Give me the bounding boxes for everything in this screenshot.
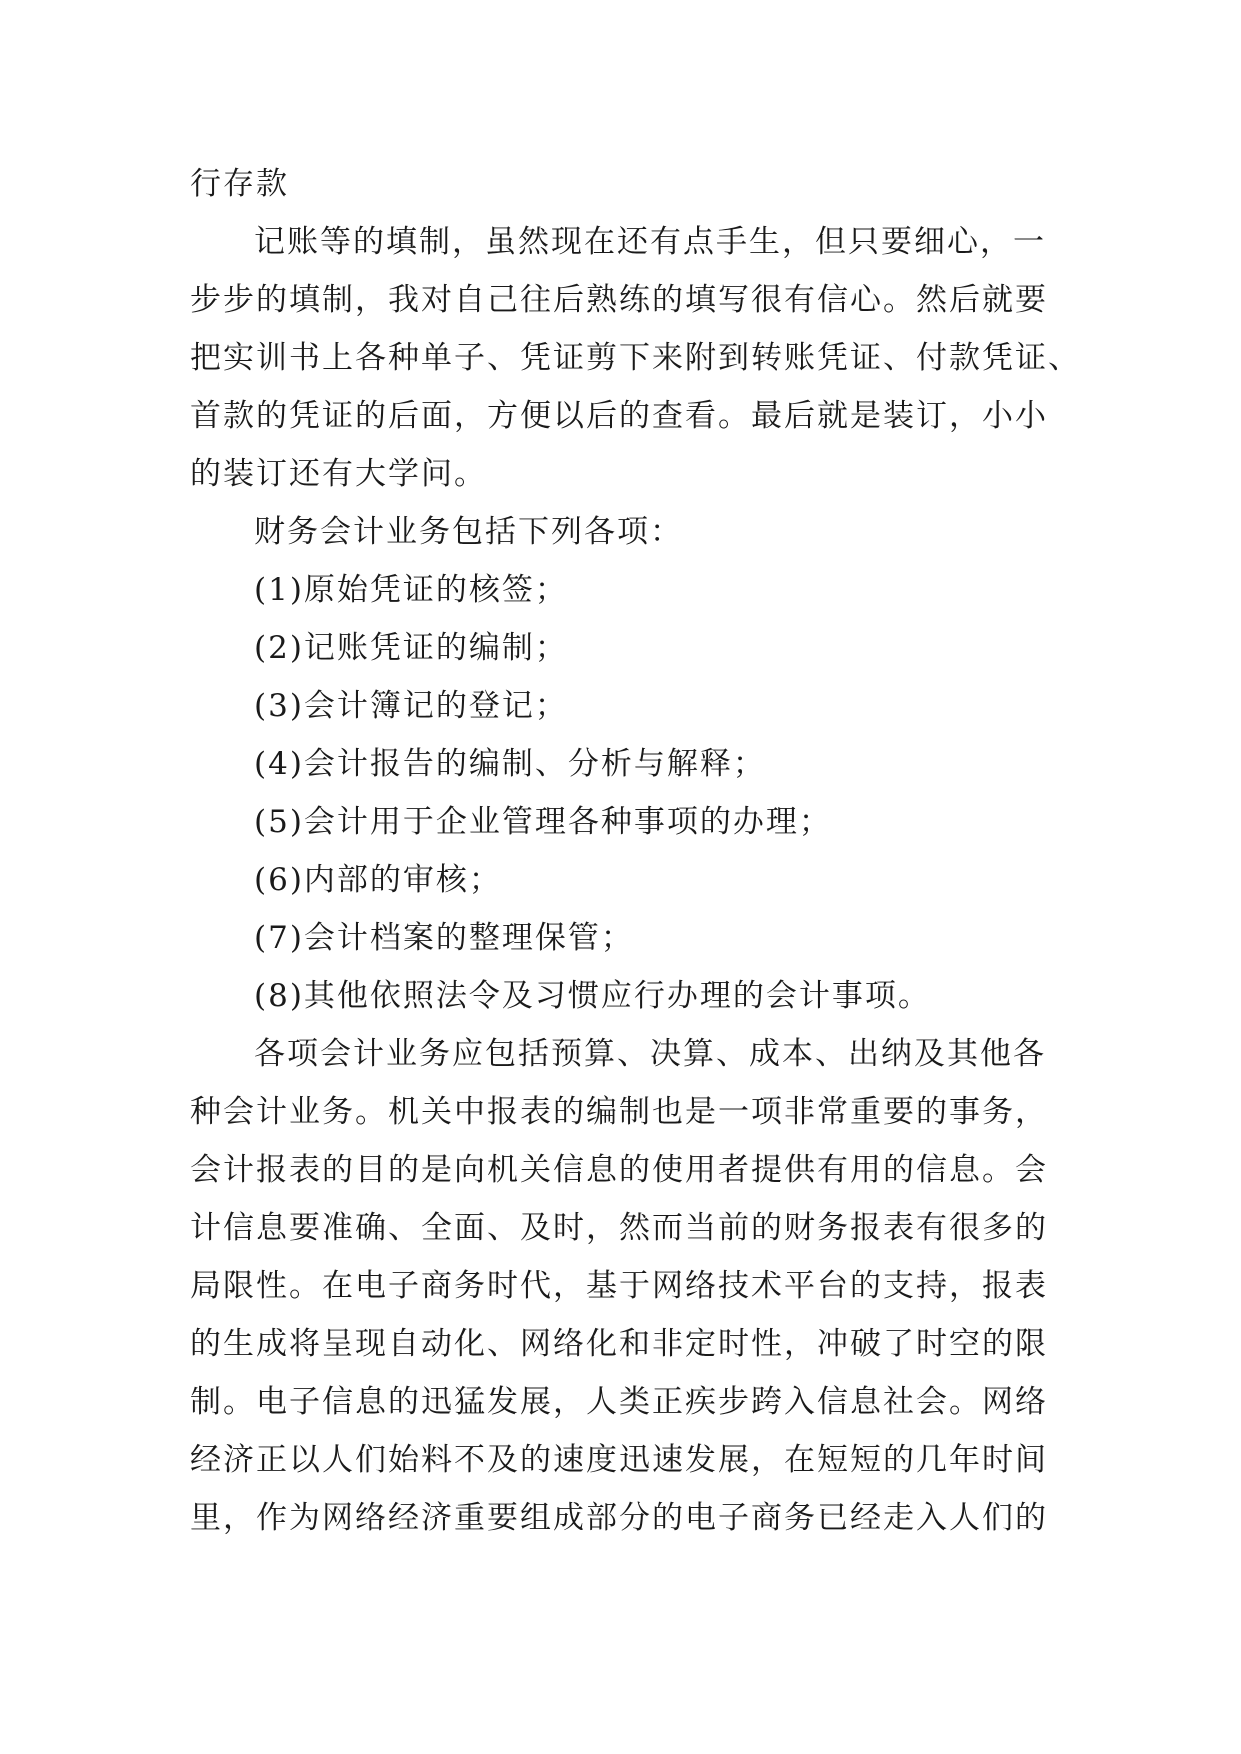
text-line: 把实训书上各种单子、凭证剪下来附到转账凭证、付款凭证、	[190, 340, 1081, 376]
text-line: 计信息要准确、全面、及时，然而当前的财务报表有很多的	[190, 1210, 1048, 1246]
text-line: 首款的凭证的后面，方便以后的查看。最后就是装订，小小	[190, 398, 1048, 434]
list-item: (8)其他依照法令及习惯应行办理的会计事项。	[254, 978, 931, 1014]
text-line: 各项会计业务应包括预算、决算、成本、出纳及其他各	[254, 1036, 1046, 1072]
text-line: 经济正以人们始料不及的速度迅速发展，在短短的几年时间	[190, 1442, 1048, 1478]
text-line: 的生成将呈现自动化、网络化和非定时性，冲破了时空的限	[190, 1326, 1048, 1362]
list-item: (7)会计档案的整理保管；	[254, 920, 634, 956]
text-line: 制。电子信息的迅猛发展，人类正疾步跨入信息社会。网络	[190, 1384, 1048, 1420]
text-line: 财务会计业务包括下列各项：	[254, 514, 683, 550]
document-page	[190, 155, 1081, 1547]
list-item: (2)记账凭证的编制；	[254, 630, 568, 666]
text-line: 步步的填制，我对自己往后熟练的填写很有信心。然后就要	[190, 282, 1048, 318]
list-item: (3)会计簿记的登记；	[254, 688, 568, 724]
list-item: (6)内部的审核；	[254, 862, 502, 898]
list-item: (1)原始凭证的核签；	[254, 572, 568, 608]
text-line: 里，作为网络经济重要组成部分的电子商务已经走入人们的	[190, 1500, 1048, 1536]
text-line: 行存款	[190, 166, 289, 202]
text-line: 记账等的填制，虽然现在还有点手生，但只要细心，一	[254, 224, 1046, 260]
text-line: 会计报表的目的是向机关信息的使用者提供有用的信息。会	[190, 1152, 1048, 1188]
text-line: 的装订还有大学问。	[190, 456, 487, 492]
list-item: (5)会计用于企业管理各种事项的办理；	[254, 804, 832, 840]
text-line: 局限性。在电子商务时代，基于网络技术平台的支持，报表	[190, 1268, 1048, 1304]
text-line: 种会计业务。机关中报表的编制也是一项非常重要的事务，	[190, 1094, 1048, 1130]
list-item: (4)会计报告的编制、分析与解释；	[254, 746, 766, 782]
